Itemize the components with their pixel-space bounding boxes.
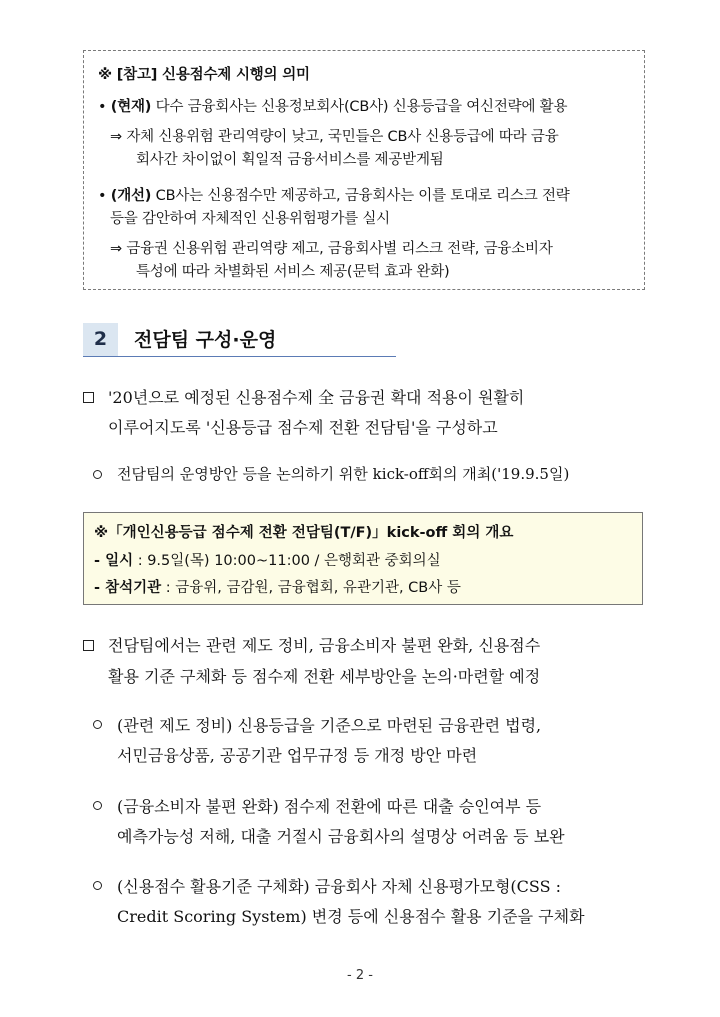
paragraph2-line1: 전담팀에서는 관련 제도 정비, 금융소비자 불편 완화, 신용점수 — [108, 636, 541, 655]
notice-date-value: : 9.5일(목) 10:00~11:00 / 은행회관 중회의실 — [137, 553, 441, 569]
sub2-line1: (관련 제도 정비) 신용등급을 기준으로 마련된 금융관련 법령, — [117, 716, 542, 735]
reference-title: ※ [참고] 신용점수제 시행의 의미 — [98, 67, 310, 83]
notice-box — [83, 512, 643, 605]
circle-bullet-icon — [93, 881, 102, 890]
current-arrow-line2: 회사간 차이없이 획일적 금융서비스를 제공받게됨 — [136, 152, 444, 168]
notice-date-label: - 일시 — [94, 553, 134, 569]
reference-box — [83, 50, 645, 290]
improve-line1: CB사는 신용점수만 제공하고, 금융회사는 이를 토대로 리스크 전략 — [155, 188, 570, 204]
square-bullet-icon — [83, 640, 94, 651]
notice-org-label: - 참석기관 — [94, 580, 162, 596]
paragraph2-line2: 활용 기준 구체화 등 점수제 전환 세부방안을 논의·마련할 예정 — [108, 667, 541, 686]
current-arrow-line1: ⇒ 자체 신용위험 관리역량이 낮고, 국민들은 CB사 신용등급에 따라 금융 — [110, 129, 559, 145]
notice-org-value: : 금융위, 금감원, 금융협회, 유관기관, CB사 등 — [165, 580, 461, 596]
arrow-icon: ⇒ — [110, 241, 127, 257]
current-line1: 다수 금융회사는 신용정보회사(CB사) 신용등급을 여신전략에 활용 — [155, 99, 568, 115]
current-label: (현재) — [110, 99, 152, 115]
arrow-icon: ⇒ — [110, 129, 127, 145]
reference-current-line — [98, 95, 567, 116]
sub3-line1: (금융소비자 불편 완화) 점수제 전환에 따른 대출 승인여부 등 — [117, 797, 542, 816]
improve-arrow-line2: 특성에 따라 차별화된 서비스 제공(문턱 효과 완화) — [136, 264, 450, 280]
reference-improve-line — [98, 184, 570, 205]
improve-arrow-line1: ⇒ 금융권 신용위험 관리역량 제고, 금융회사별 리스크 전략, 금융소비자 — [110, 241, 553, 257]
sub4-line2: Credit Scoring System) 변경 등에 신용점수 활용 기준을 구체화 — [117, 907, 585, 926]
improve-line2: 등을 감안하여 자체적인 신용위험평가를 실시 — [110, 211, 390, 227]
sub1-text: 전담팀의 운영방안 등을 논의하기 위한 kick-off회의 개최('19.9.5일) — [117, 465, 570, 483]
paragraph1-line1: '20년으로 예정된 신용점수제 全 금융권 확대 적용이 원활히 — [108, 388, 525, 407]
circle-bullet-icon — [93, 720, 102, 729]
sub3-line2: 예측가능성 저해, 대출 거절시 금융회사의 설명상 어려움 등 보완 — [117, 827, 565, 846]
circle-bullet-icon — [93, 801, 102, 810]
square-bullet-icon — [83, 392, 94, 403]
improve-label: (개선) — [110, 188, 152, 204]
notice-title: ※「개인신용등급 점수제 전환 전담팀(T/F)」kick-off 회의 개요 — [94, 525, 514, 541]
paragraph1-line2: 이루어지도록 '신용등급 점수제 전환 전담팀'을 구성하고 — [108, 418, 498, 437]
circle-bullet-icon — [93, 470, 102, 479]
page-number: - 2 - — [347, 968, 373, 983]
sub4-line1: (신용점수 활용기준 구체화) 금융회사 자체 신용평가모형(CSS : — [117, 877, 562, 896]
bullet-dot: • — [98, 99, 111, 115]
section-underline — [83, 356, 396, 357]
notice-orgs — [94, 576, 461, 597]
section-title: 전담팀 구성·운영 — [134, 329, 277, 351]
section-number: 2 — [83, 323, 118, 356]
sub2-line2: 서민금융상품, 공공기관 업무규정 등 개정 방안 마련 — [117, 746, 478, 765]
bullet-dot: • — [98, 188, 111, 204]
notice-date — [94, 549, 441, 570]
